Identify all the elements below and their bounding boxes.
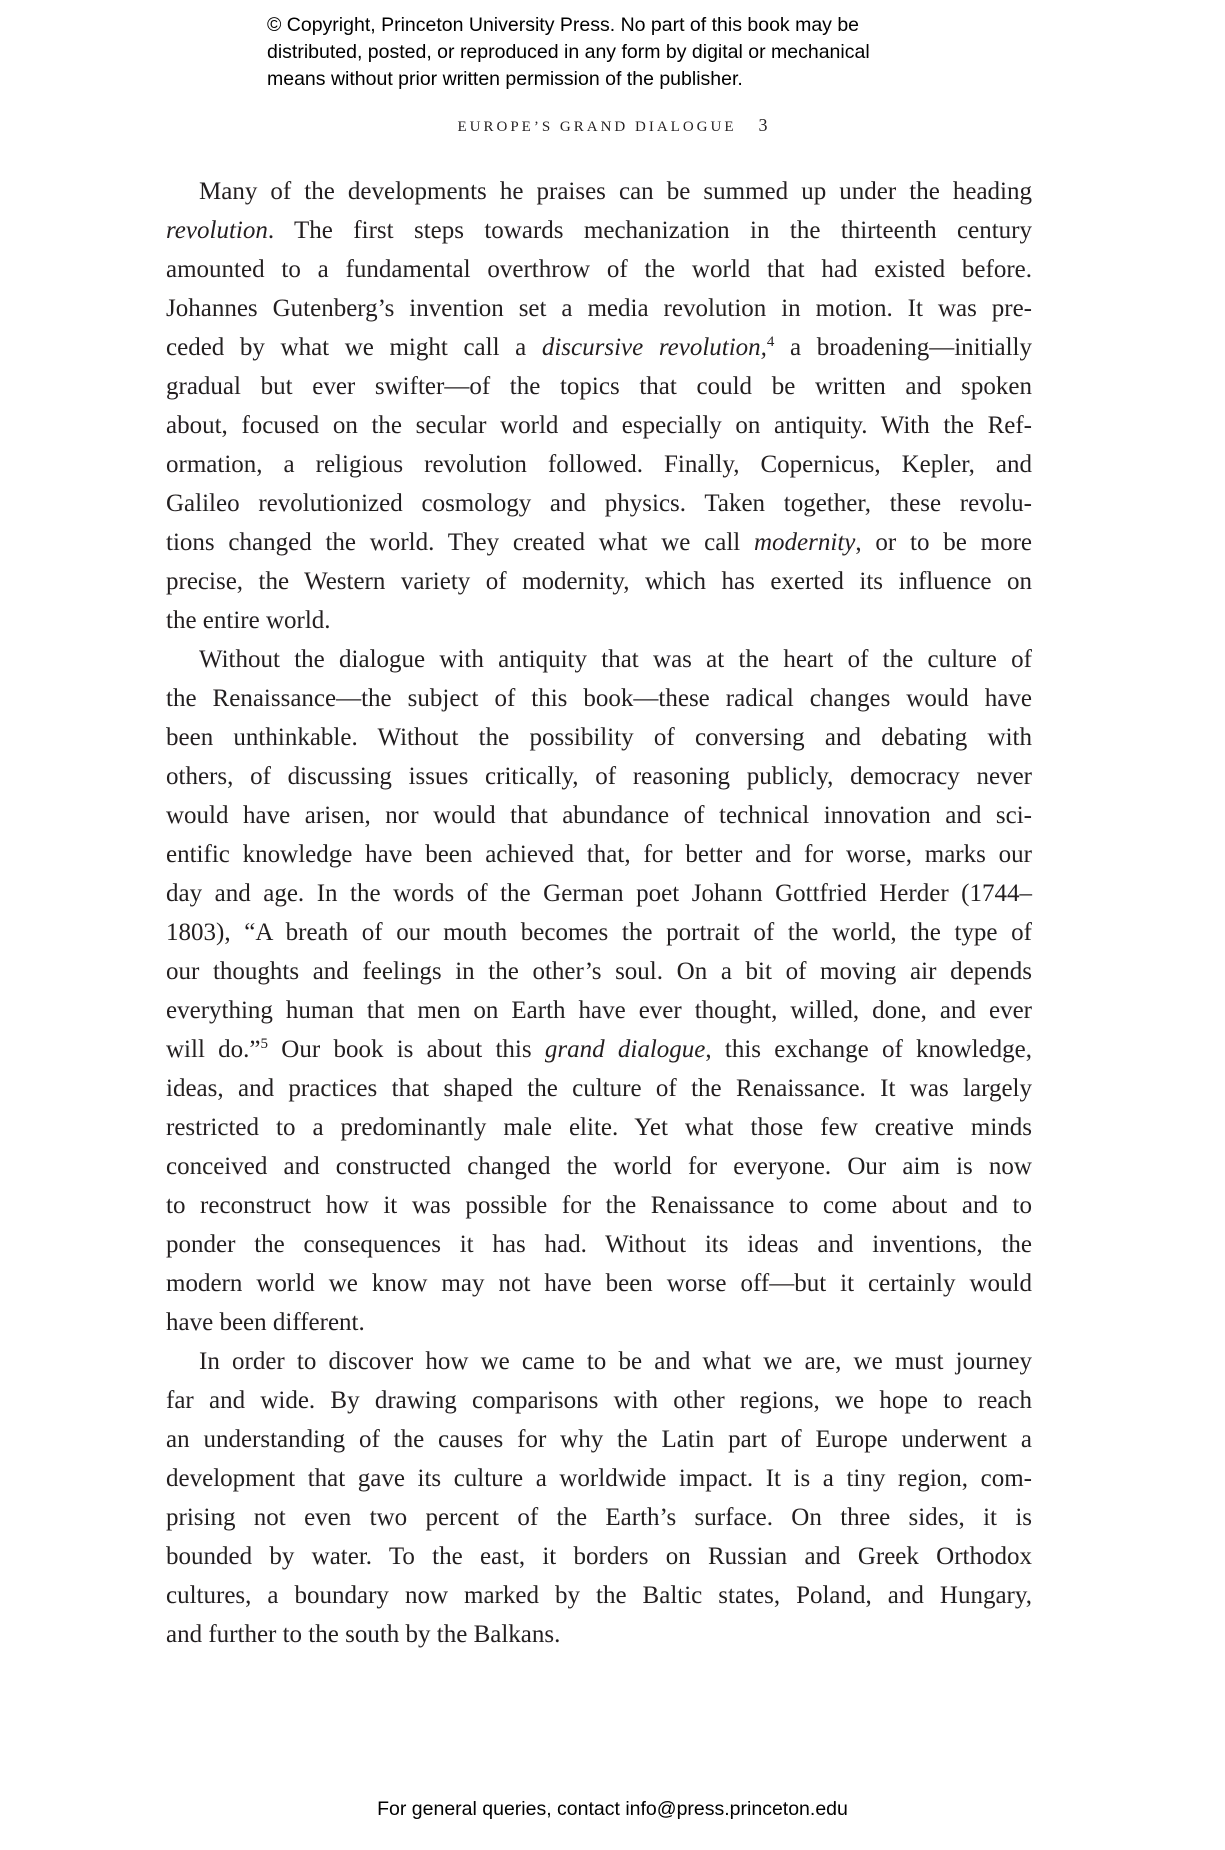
text-line (166, 562, 1032, 601)
italic-text: modernity (754, 529, 856, 556)
text-span: everything human that men on Earth have ever thought, willed, done, and ever (166, 997, 1032, 1024)
text-span: will do.” (166, 1036, 261, 1063)
text-span: day and age. In the words of the German poet Johann Gottfried Herder (1744– (166, 880, 1032, 907)
text-span: others, of discussing issues critically, of reasoning publicly, democracy never (166, 763, 1032, 790)
text-span: restricted to a predominantly male elite. Yet what those few creative minds (166, 1114, 1032, 1141)
paragraph (166, 172, 1032, 640)
text-line (166, 1186, 1032, 1225)
text-line (166, 484, 1032, 523)
footnote-marker: 4 (766, 334, 775, 350)
text-span: conceived and constructed changed the world for everyone. Our aim is now (166, 1153, 1032, 1180)
text-span: ormation, a religious revolution followed. Finally, Copernicus, Kepler, and (166, 451, 1032, 478)
text-span: entific knowledge have been achieved that, for better and for worse, marks our (166, 841, 1032, 868)
running-head (0, 115, 1225, 136)
text-line (166, 1381, 1032, 1420)
text-span: precise, the Western variety of modernity, which has exerted its influence on (166, 568, 1032, 595)
text-line (166, 328, 1032, 367)
text-line (166, 718, 1032, 757)
text-span: In order to discover how we came to be and what we are, we must journey (199, 1348, 1032, 1375)
text-line (166, 1459, 1032, 1498)
text-line (166, 874, 1032, 913)
text-span: Many of the developments he praises can be summed up under the heading (199, 178, 1032, 205)
footer-contact: For general queries, contact info@press.princeton.edu (377, 1798, 848, 1820)
text-span: a broadening—initially (774, 334, 1032, 361)
copyright-line: distributed, posted, or reproduced in any form by digital or mechanical (267, 41, 870, 63)
text-span: modern world we know may not have been worse off—but it certainly would (166, 1270, 1032, 1297)
copyright-notice (267, 12, 870, 93)
text-span: would have arisen, nor would that abundance of technical innovation and sci- (166, 802, 1032, 829)
text-span: have been different. (166, 1309, 365, 1336)
text-span: amounted to a fundamental overthrow of the world that had existed before. (166, 256, 1032, 283)
text-span: ponder the consequences it has had. Without its ideas and inventions, the (166, 1231, 1032, 1258)
text-line (166, 1264, 1032, 1303)
text-span: tions changed the world. They created what we call (166, 529, 754, 556)
text-span: an understanding of the causes for why the Latin part of Europe underwent a (166, 1426, 1032, 1453)
text-line (166, 1108, 1032, 1147)
text-line (166, 211, 1032, 250)
text-line (166, 250, 1032, 289)
text-line (166, 1537, 1032, 1576)
text-span: been unthinkable. Without the possibility of conversing and debating with (166, 724, 1032, 751)
text-line (166, 601, 1032, 640)
page-number: 3 (758, 115, 768, 135)
text-line (166, 445, 1032, 484)
text-span: cultures, a boundary now marked by the Baltic states, Poland, and Hungary, (166, 1582, 1032, 1609)
body-text (166, 172, 1032, 1654)
italic-text: revolution (166, 217, 268, 244)
text-span: . The first steps towards mechanization in the thirteenth century (267, 217, 1032, 244)
text-line (166, 523, 1032, 562)
text-line (166, 1303, 1032, 1342)
text-span: bounded by water. To the east, it borders on Russian and Greek Orthodox (166, 1543, 1032, 1570)
text-line (166, 952, 1032, 991)
text-span: and further to the south by the Balkans. (166, 1621, 561, 1648)
text-span: the Renaissance—the subject of this book—these radical changes would have (166, 685, 1032, 712)
text-span: Galileo revolutionized cosmology and physics. Taken together, these revolu- (166, 490, 1032, 517)
text-line (166, 172, 1032, 211)
text-span: ceded by what we might call a (166, 334, 542, 361)
text-span: gradual but ever swifter—of the topics that could be written and spoken (166, 373, 1032, 400)
text-line (166, 1420, 1032, 1459)
text-span: the entire world. (166, 607, 331, 634)
text-line (166, 1147, 1032, 1186)
text-line (166, 406, 1032, 445)
text-line (166, 367, 1032, 406)
text-line (166, 835, 1032, 874)
text-span: about, focused on the secular world and especially on antiquity. With the Ref- (166, 412, 1032, 439)
footnote-marker: 5 (260, 1036, 269, 1052)
paragraph (166, 640, 1032, 1342)
italic-text: grand dialogue (544, 1036, 706, 1063)
text-line (166, 1342, 1032, 1381)
text-line (166, 913, 1032, 952)
text-line (166, 1615, 1032, 1654)
text-line (166, 1069, 1032, 1108)
text-line (166, 679, 1032, 718)
text-span: development that gave its culture a worldwide impact. It is a tiny region, com- (166, 1465, 1032, 1492)
text-span: our thoughts and feelings in the other’s soul. On a bit of moving air depends (166, 958, 1032, 985)
copyright-line: © Copyright, Princeton University Press. No part of this book may be (267, 14, 860, 36)
text-line (166, 1225, 1032, 1264)
text-span: ideas, and practices that shaped the culture of the Renaissance. It was largely (166, 1075, 1032, 1102)
copyright-line: means without prior written permission of the publisher. (267, 68, 743, 90)
text-line (166, 1498, 1032, 1537)
text-line (166, 1030, 1032, 1069)
text-line (166, 1576, 1032, 1615)
italic-text: discursive revolution, (541, 334, 767, 361)
text-span: Johannes Gutenberg’s invention set a media revolution in motion. It was pre- (166, 295, 1032, 322)
text-span: far and wide. By drawing comparisons with other regions, we hope to reach (166, 1387, 1032, 1414)
text-span: , this exchange of knowledge, (705, 1036, 1032, 1063)
text-line (166, 640, 1032, 679)
text-span: Our book is about this (268, 1036, 545, 1063)
text-span: prising not even two percent of the Earth’s surface. On three sides, it is (166, 1504, 1032, 1531)
running-head-title: EUROPE’S GRAND DIALOGUE (457, 119, 737, 135)
text-line (166, 796, 1032, 835)
text-line (166, 757, 1032, 796)
text-span: 1803), “A breath of our mouth becomes the portrait of the world, the type of (166, 919, 1032, 946)
text-span: to reconstruct how it was possible for the Renaissance to come about and to (166, 1192, 1032, 1219)
text-line (166, 991, 1032, 1030)
paragraph (166, 1342, 1032, 1654)
text-span: Without the dialogue with antiquity that was at the heart of the culture of (199, 646, 1032, 673)
text-span: , or to be more (855, 529, 1032, 556)
text-line (166, 289, 1032, 328)
